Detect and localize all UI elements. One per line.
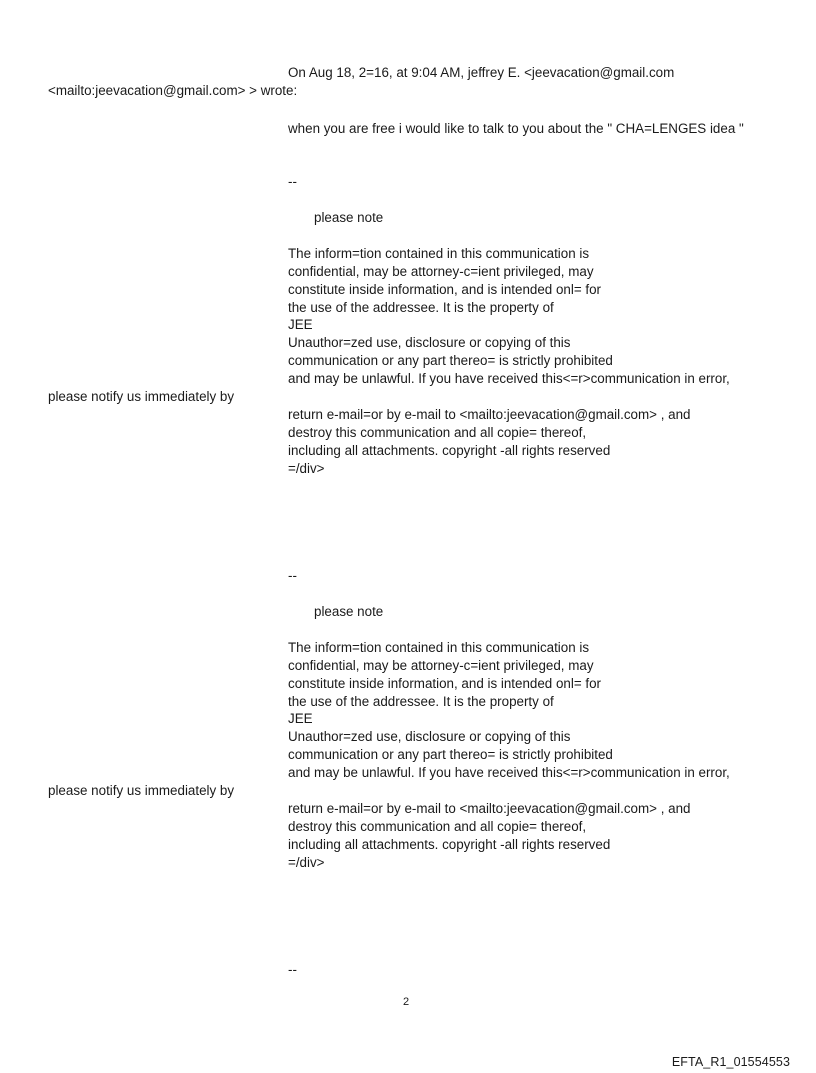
- disclaimer-line: including all attachments. copyright -all rights reserved: [288, 837, 611, 852]
- disclaimer-line: =/div>: [288, 461, 325, 476]
- reply-header-line-1: On Aug 18, 2=16, at 9:04 AM, jeffrey E. <jeevacation@gmail.com: [288, 65, 675, 80]
- message-body: when you are free i would like to talk to you about the " CHA=LENGES idea ": [288, 121, 744, 136]
- disclaimer-line: JEE: [288, 711, 313, 726]
- disclaimer-line: Unauthor=zed use, disclosure or copying of this: [288, 729, 571, 744]
- signature-separator: --: [288, 174, 297, 189]
- signature-separator: --: [288, 568, 297, 583]
- disclaimer-line: confidential, may be attorney-c=ient privileged, may: [288, 658, 594, 673]
- trailing-separator: --: [288, 962, 297, 977]
- disclaimer-line: and may be unlawful. If you have received this<=r>communication in error,: [288, 371, 730, 386]
- signature-heading: please note: [314, 210, 384, 225]
- disclaimer-line: =/div>: [288, 855, 325, 870]
- disclaimer-notify-line: please notify us immediately by: [48, 783, 235, 798]
- disclaimer-line: the use of the addressee. It is the property of: [288, 694, 554, 709]
- disclaimer-line: destroy this communication and all copie= thereof,: [288, 819, 587, 834]
- disclaimer-line: JEE: [288, 317, 313, 332]
- disclaimer-line: constitute inside information, and is intended onl= for: [288, 676, 602, 691]
- disclaimer-line: return e-mail=or by e-mail to <mailto:jeevacation@gmail.com> , and: [288, 407, 691, 422]
- disclaimer-line: and may be unlawful. If you have received this<=r>communication in error,: [288, 765, 730, 780]
- disclaimer-line: confidential, may be attorney-c=ient privileged, may: [288, 264, 594, 279]
- disclaimer-line: the use of the addressee. It is the property of: [288, 300, 554, 315]
- disclaimer-line: constitute inside information, and is intended onl= for: [288, 282, 602, 297]
- reply-header-line-2: <mailto:jeevacation@gmail.com> > wrote:: [48, 83, 298, 98]
- disclaimer-line: communication or any part thereo= is strictly prohibited: [288, 353, 613, 368]
- disclaimer-line: Unauthor=zed use, disclosure or copying of this: [288, 335, 571, 350]
- disclaimer-line: communication or any part thereo= is strictly prohibited: [288, 747, 613, 762]
- disclaimer-line: The inform=tion contained in this communication is: [288, 640, 590, 655]
- signature-heading: please note: [314, 604, 384, 619]
- disclaimer-line: The inform=tion contained in this communication is: [288, 246, 590, 261]
- disclaimer-line: including all attachments. copyright -all rights reserved: [288, 443, 611, 458]
- disclaimer-notify-line: please notify us immediately by: [48, 389, 235, 404]
- disclaimer-line: destroy this communication and all copie= thereof,: [288, 425, 587, 440]
- document-id: EFTA_R1_01554553: [671, 1055, 790, 1069]
- page-number: 2: [403, 996, 410, 1008]
- disclaimer-line: return e-mail=or by e-mail to <mailto:jeevacation@gmail.com> , and: [288, 801, 691, 816]
